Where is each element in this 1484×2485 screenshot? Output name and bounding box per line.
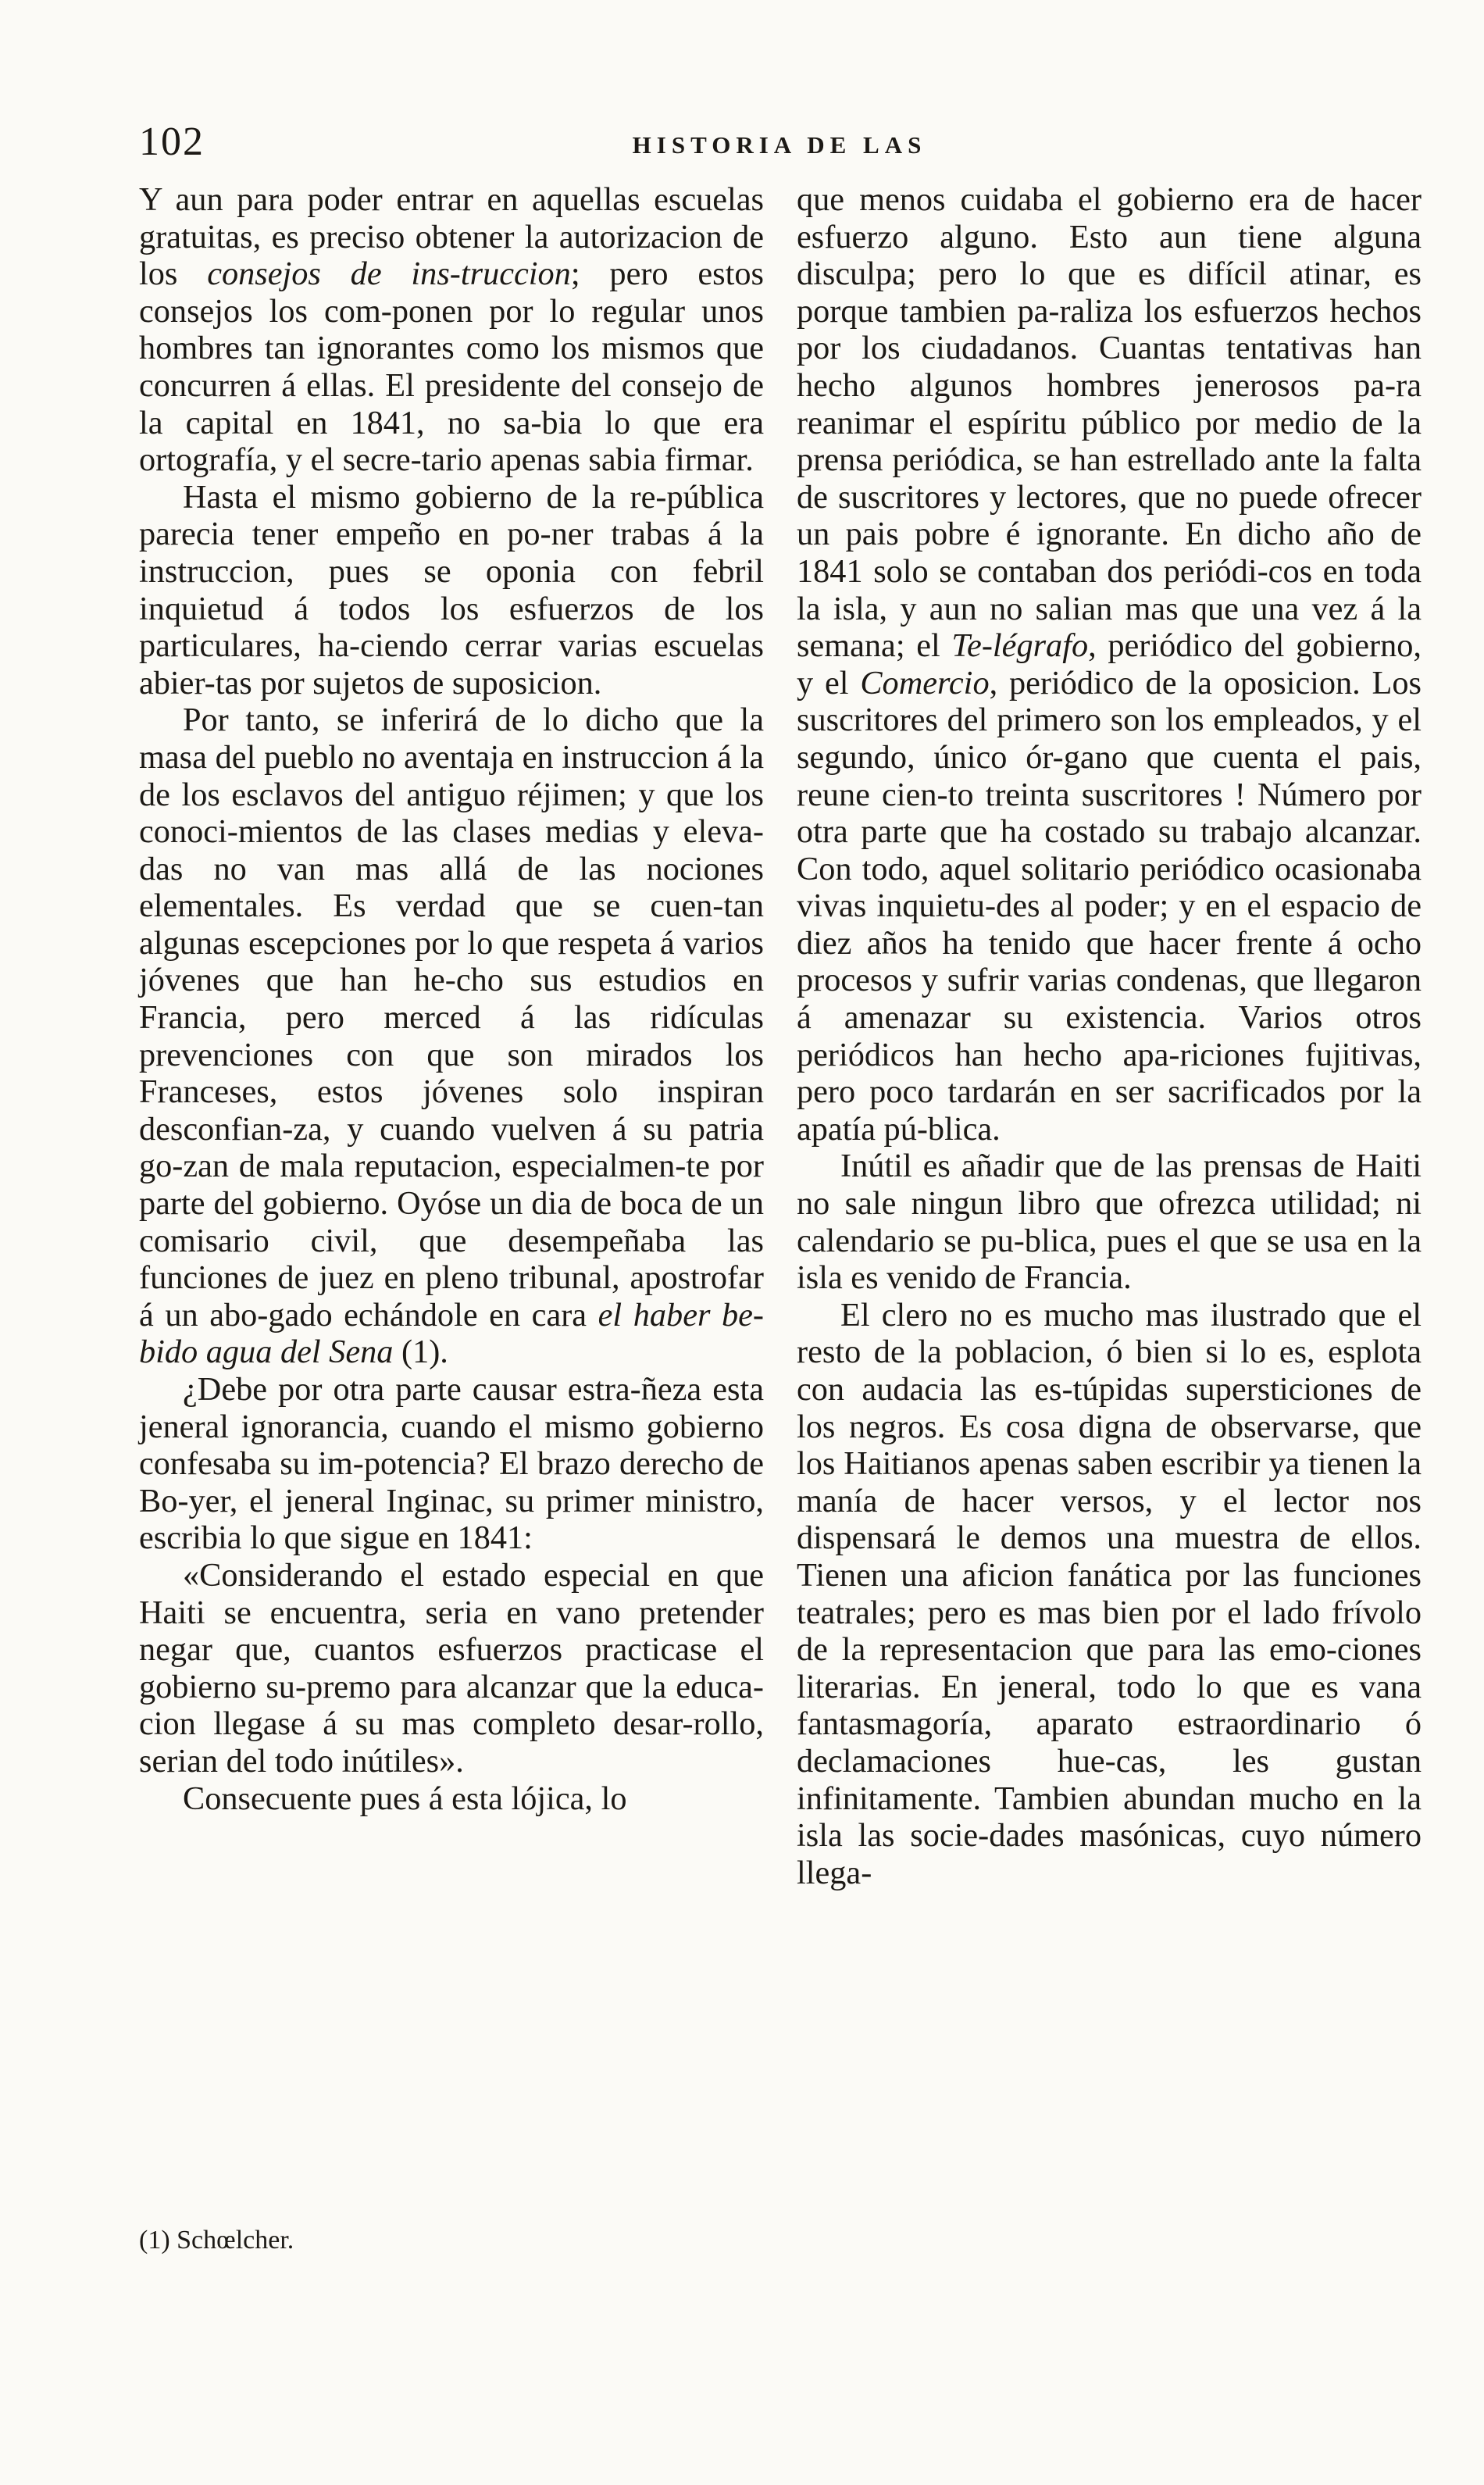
- page-header: [139, 119, 1420, 173]
- text-span: Y aun para poder entrar en aquellas escuelas gratuitas, es preciso obtener la autorizacion de los: [139, 181, 764, 293]
- right-column: [797, 181, 1422, 1891]
- italic-text: consejos de ins-truccion: [207, 255, 571, 293]
- left-column: [139, 181, 764, 1817]
- paragraph: [797, 181, 1422, 1148]
- text-span: ; pero estos consejos los com-ponen por lo regular unos hombres tan ignorantes como los mismos que concurren á ellas. El presidente del consejo de la capital en 1841, no sa-bia lo que era ortografía, y el secre-tario apenas sabia firmar.: [139, 255, 764, 479]
- italic-text: Te-légrafo: [951, 627, 1089, 665]
- footnote-reference: (1).: [393, 1334, 448, 1371]
- paragraph: [139, 702, 764, 1371]
- text-span: Por tanto, se inferirá de lo dicho que la masa del pueblo no aventaja en instruccion á la de los esclavos del antiguo réjimen; y que los conoci-mientos de las clases medias y eleva-das no van mas allá de las nociones elementales. Es verdad que se cuen-tan algunas escepciones por lo que respeta á varios jóvenes que han he-cho sus estudios en Francia, pero merced á las ridículas prevenciones con que son mirados los Franceses, estos jóvenes solo inspiran desconfian-za, y cuando vuelven á su patria go-zan de mala reputacion, especialmen-te por parte del gobierno. Oyóse un dia de boca de un comisario civil, que desempeñaba las funciones de juez en pleno tribunal, apostrofar á un abo-gado echándole en cara: [139, 702, 764, 1334]
- italic-text: Comercio: [860, 664, 990, 702]
- paragraph: Hasta el mismo gobierno de la re-pública parecia tener empeño en po-ner trabas á la instruccion, pues se oponia con febril inquietud á todos los esfuerzos de los particulares, ha-ciendo cerrar varias escuelas abier-tas por sujetos de suposicion.: [139, 478, 764, 702]
- paragraph: Inútil es añadir que de las prensas de Haiti no sale ningun libro que ofrezca utilidad; ni calendario se pu-blica, pues el que se usa en la isla es venido de Francia.: [797, 1148, 1422, 1297]
- text-span: que menos cuidaba el gobierno era de hacer esfuerzo alguno. Esto aun tiene alguna disculpa; pero lo que es difícil atinar, es porque tambien pa-raliza los esfuerzos hechos por los ciudadanos. Cuantas tentativas han hecho algunos hombres jenerosos pa-ra reanimar el espíritu público por medio de la prensa periódica, se han estrellado ante la falta de suscritores y lectores, que no puede ofrecer un pais pobre é ignorante. En dicho año de 1841 solo se contaban dos periódi-cos en toda la isla, y aun no salian mas que una vez á la semana; el: [797, 181, 1422, 665]
- quotation-paragraph: «Considerando el estado especial en que Haiti se encuentra, seria en vano pretender negar que, cuantos esfuerzos practicase el gobierno su-premo para alcanzar que la educa-cion llegase á su mas completo desar-rollo, serian del todo inútiles».: [139, 1556, 764, 1780]
- running-title: HISTORIA DE LAS: [632, 131, 927, 159]
- paragraph: El clero no es mucho mas ilustrado que el resto de la poblacion, ó bien si lo es, esplota con audacia las es-túpidas supersticiones de los negros. Es cosa digna de observarse, que los Haitianos apenas saben escribir ya tienen la manía de hacer versos, y el lector nos dispensará le demos una muestra de ellos. Tienen una aficion fanática por las funciones teatrales; pero es mas bien por el lado frívolo de la representacion que para las emo-ciones literarias. En jeneral, todo lo que es vana fantasmagoría, aparato estraordinario ó declamaciones hue-cas, les gustan infinitamente. Tambien abundan mucho en la isla las socie-dades masónicas, cuyo número llega-: [797, 1296, 1422, 1891]
- paragraph: [139, 181, 764, 479]
- text-span: , periódico del gobierno, y el: [797, 627, 1422, 702]
- paragraph: Consecuente pues á esta lójica, lo: [183, 1780, 627, 1817]
- footnote: (1) Schœlcher.: [139, 2226, 294, 2255]
- text-span: , periódico de la oposicion. Los suscritores del primero son los empleados, y el segundo, único ór-gano que cuenta el pais, reune cien-to treinta suscritores ! Número por otra parte que ha costado su trabajo alcanzar. Con todo, aquel solitario periódico ocasionaba vivas inquietu-des al poder; y en el espacio de diez años ha tenido que hacer frente á ocho procesos y sufrir varias condenas, que llegaron á amenazar su existencia. Varios otros periódicos han hecho apa-riciones fujitivas, pero poco tardarán en ser sacrificados por la apatía pú-blica.: [797, 664, 1422, 1148]
- italic-text: el haber be-bido agua del Sena: [139, 1296, 765, 1371]
- paragraph: ¿Debe por otra parte causar estra-ñeza esta jeneral ignorancia, cuando el mismo gobierno confesaba su im-potencia? El brazo derecho de Bo-yer, el jeneral Inginac, su primer ministro, escribia lo que sigue en 1841:: [139, 1371, 764, 1557]
- page-number: 102: [139, 120, 205, 164]
